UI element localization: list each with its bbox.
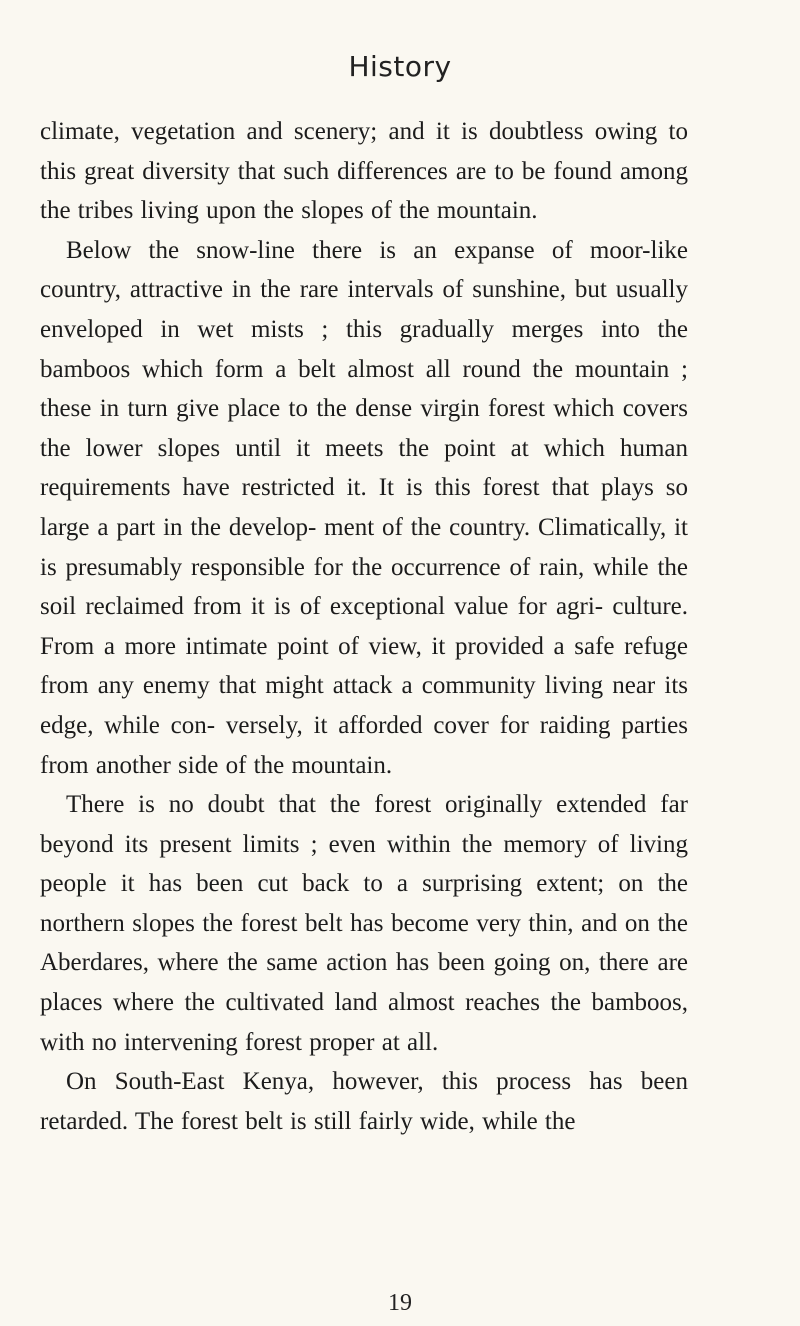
paragraph-forest-extent: There is no doubt that the forest originally extended far beyond its present limits ; even within the memory of living people it has been cut back to a surprising extent; on the northern slopes the forest belt has become very thin, and on the Aberdares, where the same action has been going on, there are places where the cultivated land almost reaches the bamboos, with no intervening forest proper at all.	[40, 791, 688, 1056]
paragraph-continuation: climate, vegetation and scenery; and it is doubtless owing to this great diversity that such differences are to be found among the tribes living upon the slopes of the mountain.	[40, 118, 688, 225]
running-title: History	[348, 50, 452, 83]
page-number: 19	[388, 1290, 412, 1316]
body-text	[40, 112, 688, 1141]
paragraph-snow-line: Below the snow-line there is an expanse of moor-like country, attractive in the rare intervals of sunshine, but usually enveloped in wet mists ; this gradually merges into the bamboos which form a belt almost all round the mountain ; these in turn give place to the dense virgin forest which covers the lower slopes until it meets the point at which human requirements have restricted it. It is this forest that plays so large a part in the develop- ment of the country. Climatically, it is presumably responsible for the occurrence of rain, while the soil reclaimed from it is of exceptional value for agri- culture. From a more intimate point of view, it provided a safe refuge from any enemy that might attack a community living near its edge, while con- versely, it afforded cover for raiding parties from another side of the mountain.	[40, 236, 688, 779]
paragraph-south-east-kenya: On South-East Kenya, however, this process has been retarded. The forest belt is still fairly wide, while the	[40, 1068, 688, 1135]
